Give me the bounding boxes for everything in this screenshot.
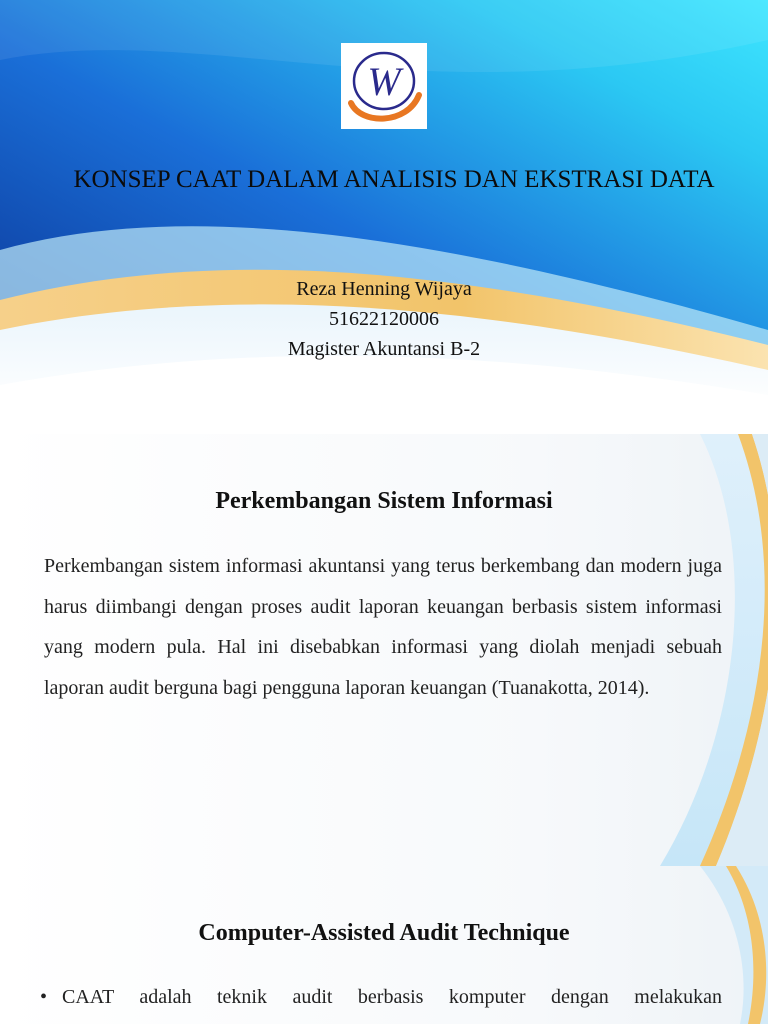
slide-heading: Computer-Assisted Audit Technique [198,920,570,946]
bullet-icon: • [40,986,48,1008]
presentation-title: KONSEP CAAT DALAM ANALISIS DAN EKSTRASI DATA [73,166,715,193]
bullet-text: CAAT adalah teknik audit berbasis komputer dengan melakukan [62,986,722,1008]
content-slide-perkembangan [0,434,768,866]
logo-emblem-icon [341,43,427,129]
bullet-item [40,982,722,1012]
title-slide [0,0,768,410]
content-slide-caat [0,866,768,1024]
university-logo [341,43,427,129]
slide-heading: Perkembangan Sistem Informasi [215,488,553,514]
author-id: 51622120006 [329,308,439,330]
slide-paragraph: Perkembangan sistem informasi akuntansi yang terus berkembang dan modern juga harus diimbangi dengan proses audit laporan keuangan berbasis sistem informasi yang modern pula. Hal ini disebabkan informasi yang diolah menjadi sebuah laporan audit berguna bagi pengguna laporan keuangan (Tuanakotta, 2014). [44,555,722,699]
author-block [0,274,768,364]
author-program: Magister Akuntansi B-2 [287,338,481,360]
author-name: Reza Henning Wijaya [296,278,472,300]
logo-letter: W [367,59,401,104]
